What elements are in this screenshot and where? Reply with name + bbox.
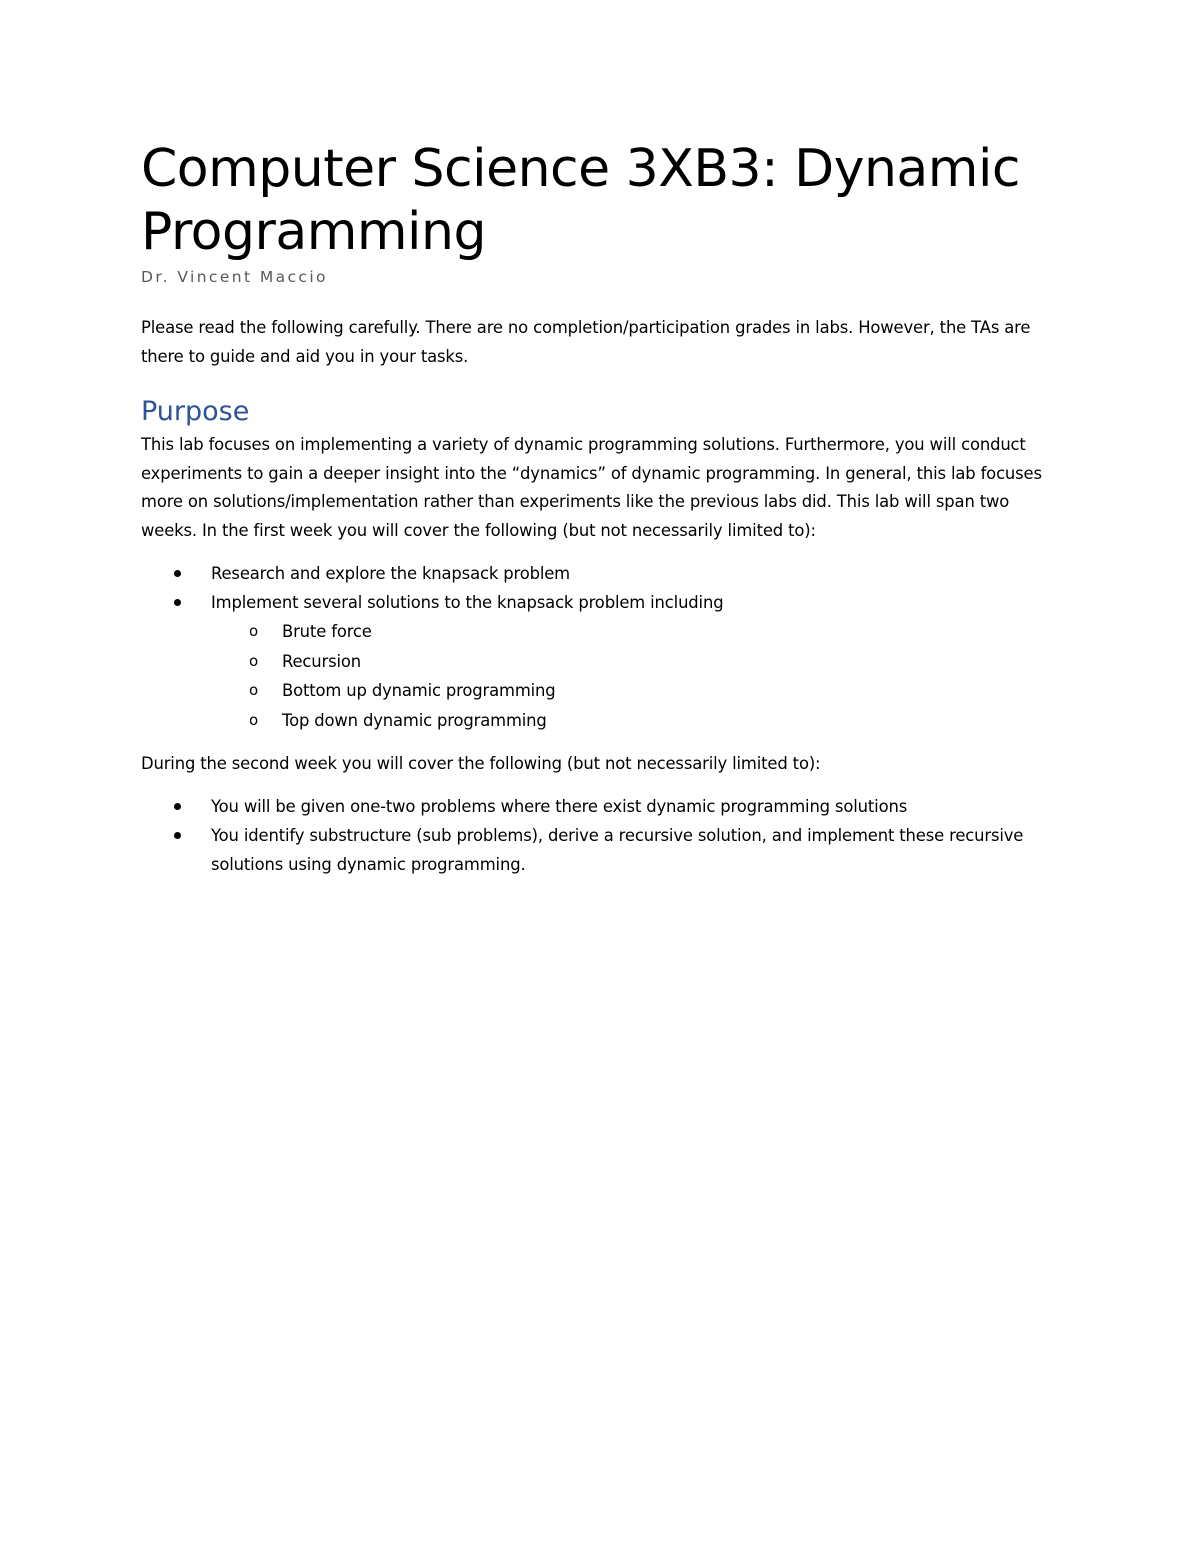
document-title: Computer Science 3XB3: Dynamic Programming xyxy=(141,139,1020,262)
bullet-dot-icon xyxy=(174,803,181,810)
sublist-item xyxy=(211,647,1061,677)
purpose-paragraph: This lab focuses on implementing a variety of dynamic programming solutions. Furthermore, you will conduct experiments to gain a deeper insight into the “dynamics” of dynamic programming. In general, this lab focuses more on solutions/implementation rather than experiments like the previous labs did. This lab will span two weeks. In the first week you will cover the following (but not necessarily limited to): xyxy=(141,435,1042,540)
bullet-circle-icon: o xyxy=(249,710,259,729)
bullet-dot-icon xyxy=(174,599,181,606)
bullet-circle-icon: o xyxy=(249,622,259,640)
list-item xyxy=(141,792,1061,821)
sublist-item-text: Recursion xyxy=(282,651,362,671)
sublist-item-text: Bottom up dynamic programming xyxy=(282,681,556,701)
list-item-text: You identify substructure (sub problems), derive a recursive solution, and implement these recursive solutions using dynamic programming. xyxy=(211,826,1024,875)
list-item xyxy=(141,821,1061,879)
list-item xyxy=(141,559,1061,588)
bullet-circle-icon: o xyxy=(249,681,259,700)
sublist-item-text: Top down dynamic programming xyxy=(282,710,547,730)
list-item-text: You will be given one-two problems where there exist dynamic programming solutions xyxy=(211,797,908,817)
week2-list xyxy=(141,792,1061,879)
document-page xyxy=(141,138,1061,879)
bullet-dot-icon xyxy=(174,832,181,839)
week1-list xyxy=(141,559,1061,735)
solutions-sublist xyxy=(211,617,1061,735)
bullet-dot-icon xyxy=(174,570,181,577)
week2-intro-paragraph: During the second week you will cover the following (but not necessarily limited to): xyxy=(141,754,821,774)
list-item-text: Implement several solutions to the knapsack problem including xyxy=(211,593,724,612)
list-item-text: Research and explore the knapsack problem xyxy=(211,564,570,583)
purpose-heading: Purpose xyxy=(141,396,250,427)
bullet-circle-icon: o xyxy=(249,651,259,670)
sublist-item xyxy=(211,617,1061,647)
list-item xyxy=(141,588,1061,735)
sublist-item xyxy=(211,706,1061,736)
sublist-item-text: Brute force xyxy=(282,622,372,641)
intro-paragraph: Please read the following carefully. There are no completion/participation grades in labs. However, the TAs are there to guide and aid you in your tasks. xyxy=(141,318,1031,366)
sublist-item xyxy=(211,676,1061,706)
document-subtitle: Dr. Vincent Maccio xyxy=(141,268,328,286)
